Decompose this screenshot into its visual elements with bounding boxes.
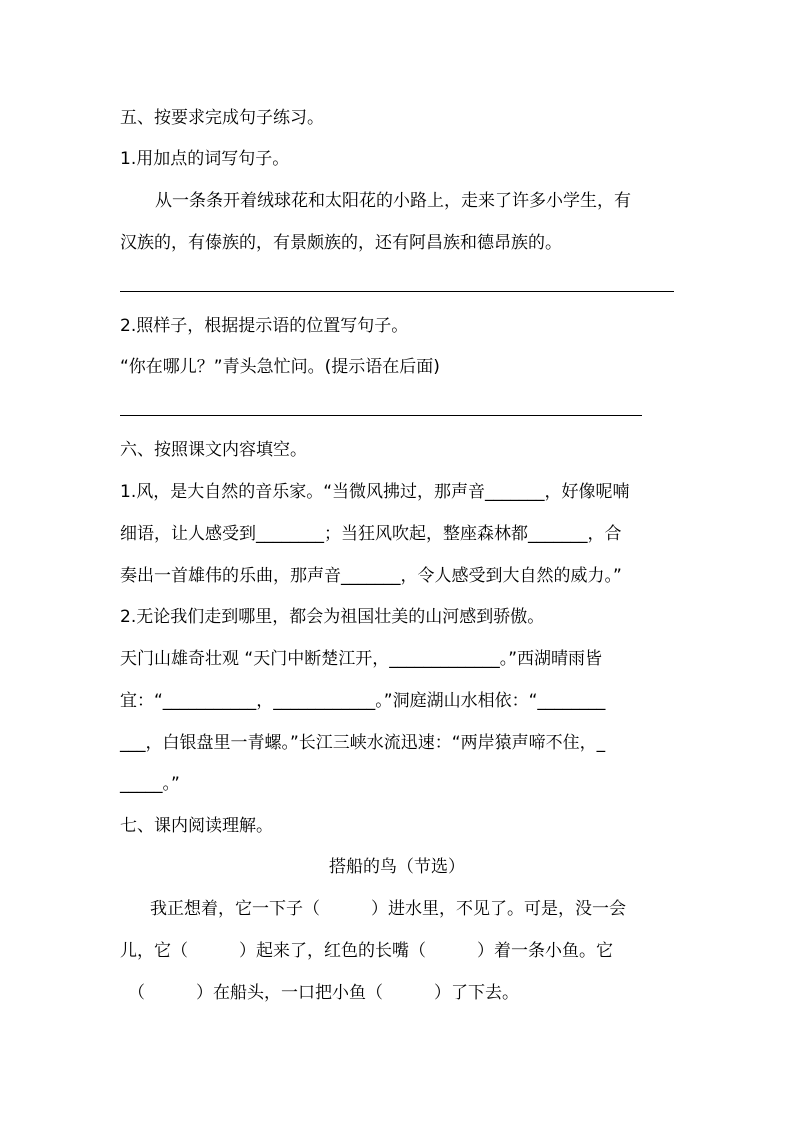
- question-6-2-line-5: _____。”: [120, 774, 180, 794]
- answer-line-5-2[interactable]: [120, 415, 642, 416]
- section-5-heading: 五、按要求完成句子练习。: [120, 108, 324, 128]
- question-6-2-line-4: ___，白银盘里一青螺。”长江三峡水流迅速：“两岸猿声啼不住，_: [120, 733, 606, 753]
- section-7-heading: 七、课内阅读理解。: [120, 816, 273, 836]
- question-5-2-example: “你在哪儿？”青头急忙问。(提示语在后面): [120, 357, 440, 377]
- passage-line-1: 我正想着，它一下子（ ）进水里，不见了。可是，没一会: [150, 899, 626, 919]
- passage-line-3: （ ）在船头，一口把小鱼（ ）了下去。: [128, 983, 519, 1003]
- question-6-1-line-3: 奏出一首雄伟的乐曲，那声音_______，令人感受到大自然的威力。”: [120, 566, 622, 586]
- question-6-1-line-1: 1.风，是大自然的音乐家。“当微风拂过，那声音_______，好像呢喃: [120, 482, 630, 502]
- question-6-2-line-3: 宜：“___________，____________。”洞庭湖山水相依：“________: [120, 691, 606, 711]
- question-5-1-sentence-line-1: 从一条条开着绒球花和太阳花的小路上，走来了许多小学生，有: [155, 191, 631, 211]
- question-6-1-line-2: 细语，让人感受到________；当狂风吹起，整座森林都_______，合: [120, 524, 622, 544]
- passage-title: 搭船的鸟（节选）: [329, 857, 465, 877]
- passage-line-2: 儿，它（ ）起来了，红色的长嘴（ ）着一条小鱼。它: [120, 941, 613, 961]
- question-5-1-label: 1.用加点的词写句子。: [120, 149, 290, 169]
- question-6-2-line-1: 2.无论我们走到哪里，都会为祖国壮美的山河感到骄傲。: [120, 607, 545, 627]
- question-5-1-sentence-line-2: 汉族的，有傣族的，有景颇族的，还有阿昌族和德昂族的。: [120, 233, 562, 253]
- question-5-2-label: 2.照样子，根据提示语的位置写句子。: [120, 316, 409, 336]
- section-6-heading: 六、按照课文内容填空。: [120, 440, 307, 460]
- question-6-2-line-2: 天门山雄奇壮观 “天门中断楚江开，_____________。”西湖晴雨皆: [120, 649, 603, 669]
- answer-line-5-1[interactable]: [120, 291, 674, 292]
